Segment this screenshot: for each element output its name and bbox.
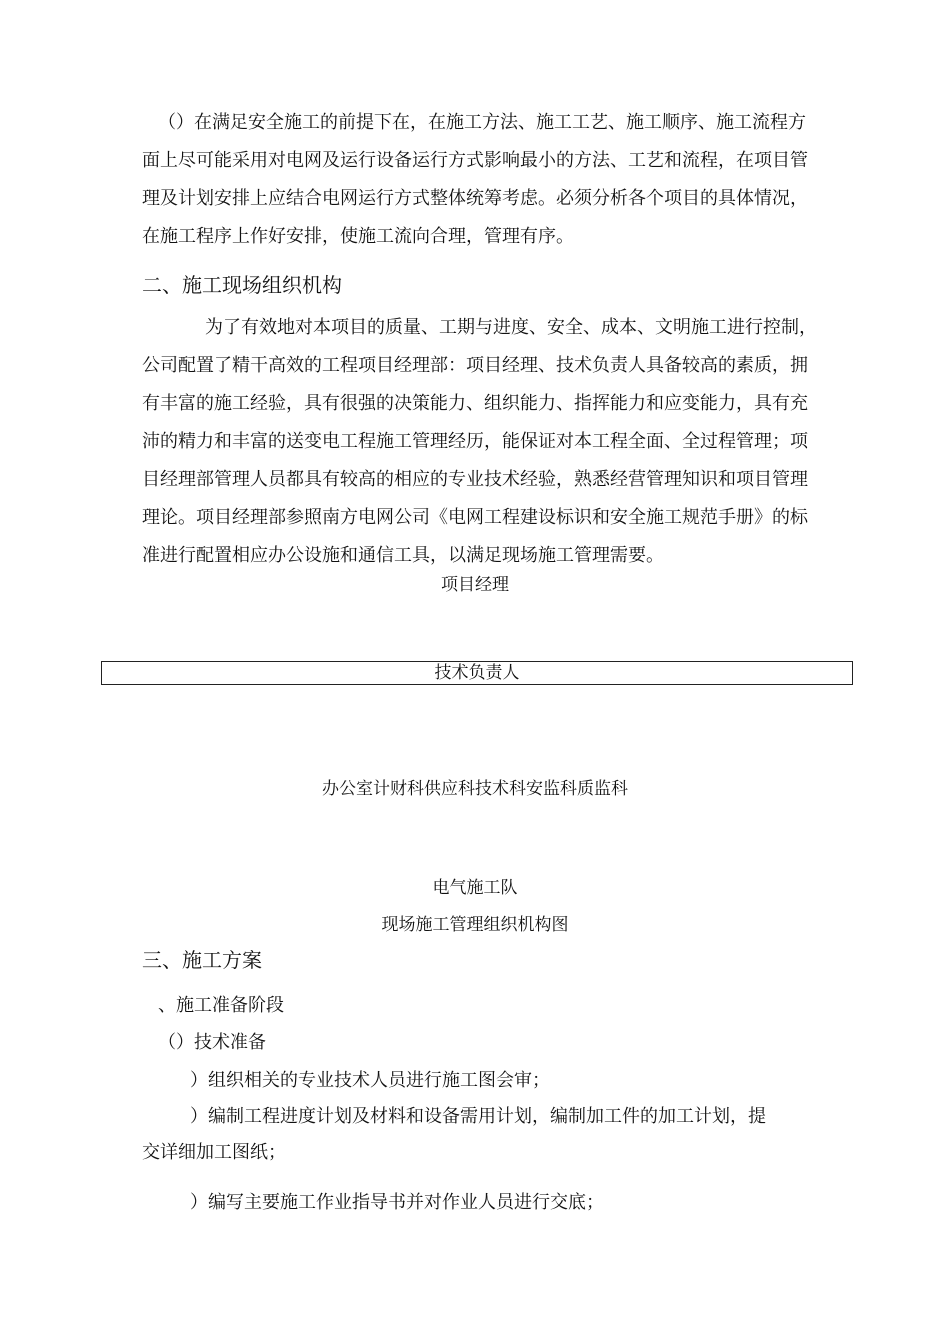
para2-line-7: 准进行配置相应办公设施和通信工具，以满足现场施工管理需要。 <box>142 545 664 566</box>
org-team: 电气施工队 <box>432 878 518 898</box>
para2-line-6: 理论。项目经理部参照南方电网公司《电网工程建设标识和安全施工规范手册》的标 <box>142 507 808 528</box>
para1-line-1: （）在满足安全施工的前提下在，在施工方法、施工工艺、施工顺序、施工流程方 <box>158 112 806 133</box>
para2-line-2: 公司配置了精干高效的工程项目经理部：项目经理、技术负责人具备较高的素质，拥 <box>142 355 808 376</box>
para1-line-3: 理及计划安排上应结合电网运行方式整体统筹考虑。必须分析各个项目的具体情况， <box>142 188 808 209</box>
list-item-3: ）编写主要施工作业指导书并对作业人员进行交底； <box>190 1192 604 1213</box>
para2-line-1: 为了有效地对本项目的质量、工期与进度、安全、成本、文明施工进行控制， <box>205 317 817 338</box>
org-caption: 现场施工管理组织机构图 <box>381 915 569 935</box>
org-tech-lead-box <box>101 661 853 685</box>
para2-line-3: 有丰富的施工经验，具有很强的决策能力、组织能力、指挥能力和应变能力，具有充 <box>142 393 808 414</box>
para1-line-4: 在施工程序上作好安排，使施工流向合理，管理有序。 <box>142 226 574 247</box>
list-item-2: ）编制工程进度计划及材料和设备需用计划，编制加工件的加工计划，提 <box>190 1106 766 1127</box>
org-departments: 办公室计财科供应科技术科安监科质监科 <box>322 779 628 799</box>
org-manager: 项目经理 <box>441 575 509 595</box>
section-heading-3: 三、施工方案 <box>142 948 262 972</box>
list-item-1: ）组织相关的专业技术人员进行施工图会审； <box>190 1070 550 1091</box>
para2-line-5: 目经理部管理人员都具有较高的相应的专业技术经验，熟悉经营管理知识和项目管理 <box>142 469 808 490</box>
subheading-tech-prep: （）技术准备 <box>158 1032 266 1053</box>
list-item-2-cont: 交详细加工图纸； <box>142 1142 286 1163</box>
para1-line-2: 面上尽可能采用对电网及运行设备运行方式影响最小的方法、工艺和流程，在项目管 <box>142 150 808 171</box>
para2-line-4: 沛的精力和丰富的送变电工程施工管理经历，能保证对本工程全面、全过程管理；项 <box>142 431 808 452</box>
subheading-prep-stage: 、施工准备阶段 <box>158 995 284 1016</box>
section-heading-2: 二、施工现场组织机构 <box>142 273 342 297</box>
org-tech-lead: 技术负责人 <box>434 663 520 683</box>
